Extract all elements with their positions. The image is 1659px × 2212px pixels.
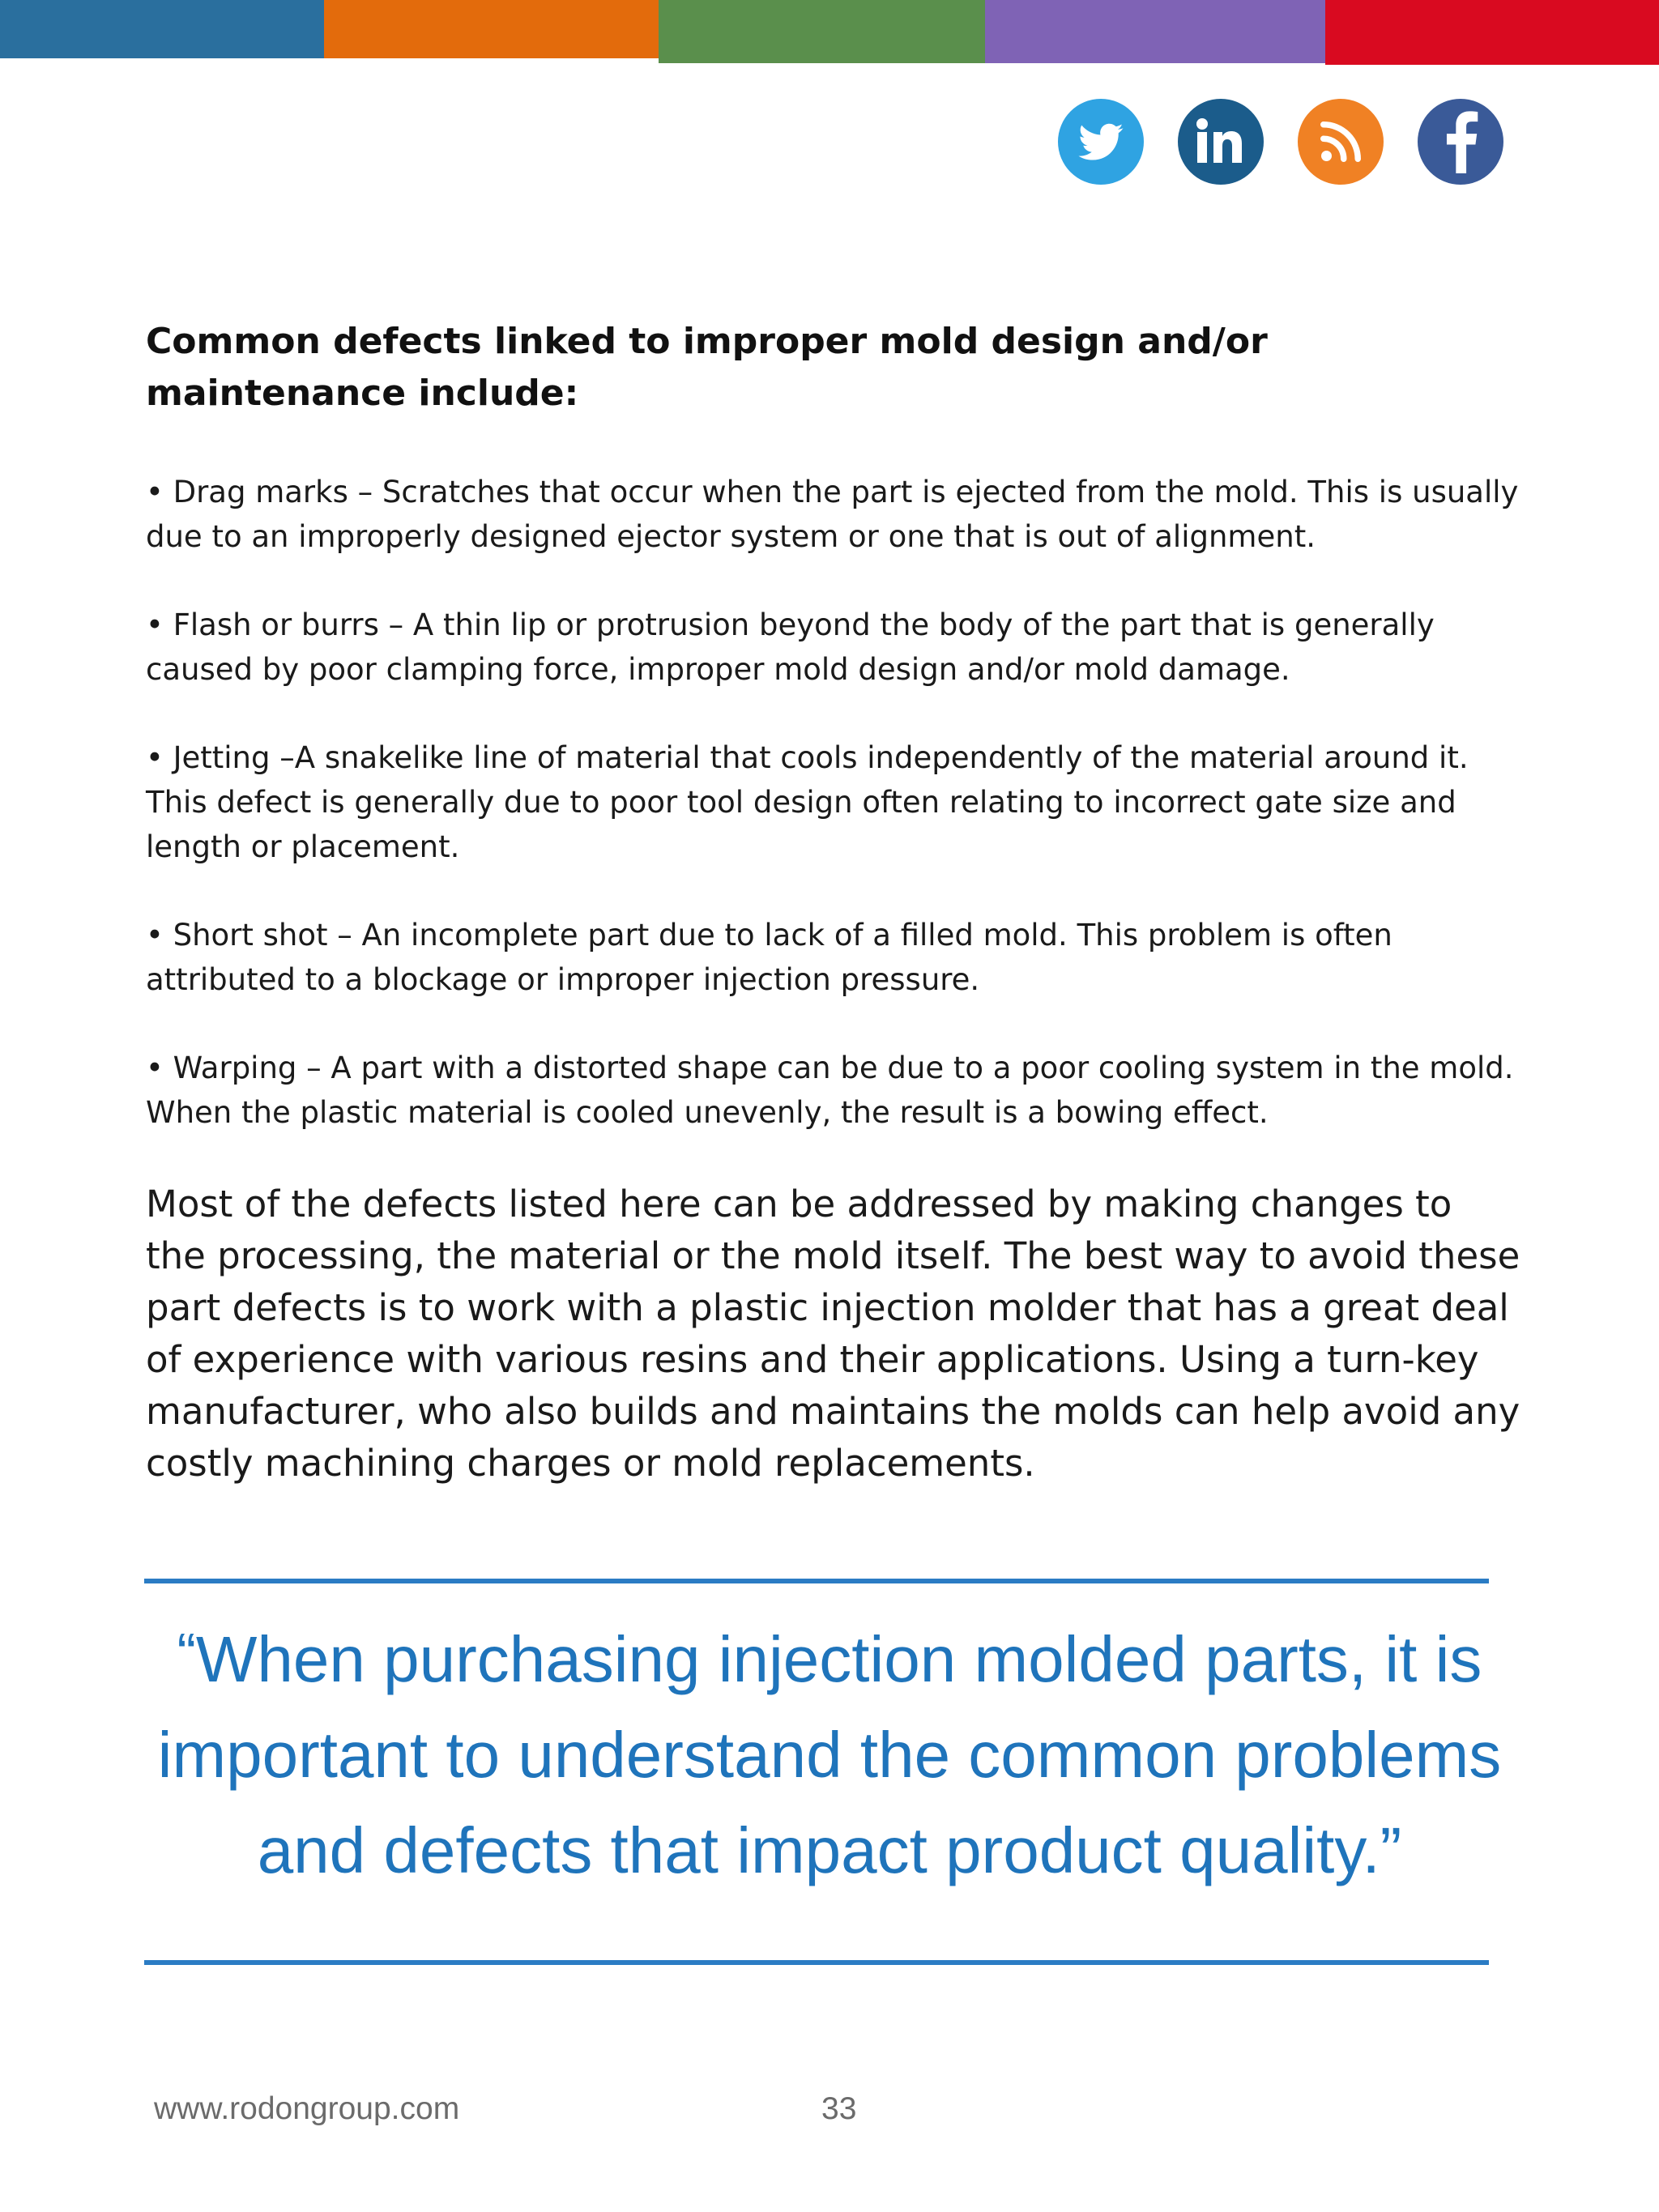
summary-paragraph: Most of the defects listed here can be addressed by making changes to the processing, the material or the mold itself. The best way to avoid these part defects is to work with a plastic injection molder that has a great deal of experience with various resins and their applications. Using a turn-key manufacturer, who also builds and maintains the molds can help avoid any costly machining charges or mold replacements. xyxy=(146,1183,1520,1485)
pull-quote-text: When purchasing injection molded parts, it is important to understand the common problems and defects that impact product quality. xyxy=(157,1623,1502,1886)
linkedin-icon[interactable] xyxy=(1178,99,1264,185)
social-links xyxy=(1058,99,1503,185)
quote-bottom-rule xyxy=(144,1960,1489,1965)
section-heading: Common defects linked to improper mold design and/or maintenance include: xyxy=(146,321,1268,414)
defect-item-jetting: • Jetting –A snakelike line of material that cools independently of the material around it. This defect is generally due to poor tool design often relating to incorrect gate size and length or placement. xyxy=(146,740,1469,864)
color-bar-segment-red xyxy=(1325,0,1659,65)
defect-item-flash-burrs: • Flash or burrs – A thin lip or protrusion beyond the body of the part that is generally caused by poor clamping force, improper mold design and/or mold damage. xyxy=(146,607,1435,687)
defect-item-short-shot: • Short shot – An incomplete part due to lack of a filled mold. This problem is often attributed to a blockage or improper injection pressure. xyxy=(146,918,1392,997)
color-bar-segment-blue xyxy=(0,0,324,58)
quote-top-rule xyxy=(144,1579,1489,1583)
color-bar-segment-purple xyxy=(985,0,1325,63)
defect-item-warping: • Warping – A part with a distorted shape can be due to a poor cooling system in the mold. When the plastic material is cooled unevenly, the result is a bowing effect. xyxy=(146,1051,1514,1130)
top-color-bar xyxy=(0,0,1659,65)
page-number: 33 xyxy=(821,2091,857,2126)
footer-website[interactable]: www.rodongroup.com xyxy=(154,2091,460,2126)
defect-item-drag-marks: • Drag marks – Scratches that occur when the part is ejected from the mold. This is usually due to an improperly designed ejector system or one that is out of alignment. xyxy=(146,475,1519,554)
twitter-icon[interactable] xyxy=(1058,99,1144,185)
pull-quote xyxy=(97,1612,1562,1899)
color-bar-segment-green xyxy=(659,0,985,63)
open-quote-mark: “ xyxy=(177,1622,196,1685)
facebook-icon[interactable] xyxy=(1418,99,1503,185)
defect-list xyxy=(146,470,1523,1178)
color-bar-segment-orange xyxy=(324,0,659,58)
close-quote-mark: ” xyxy=(1380,1814,1402,1886)
rss-icon[interactable] xyxy=(1298,99,1384,185)
